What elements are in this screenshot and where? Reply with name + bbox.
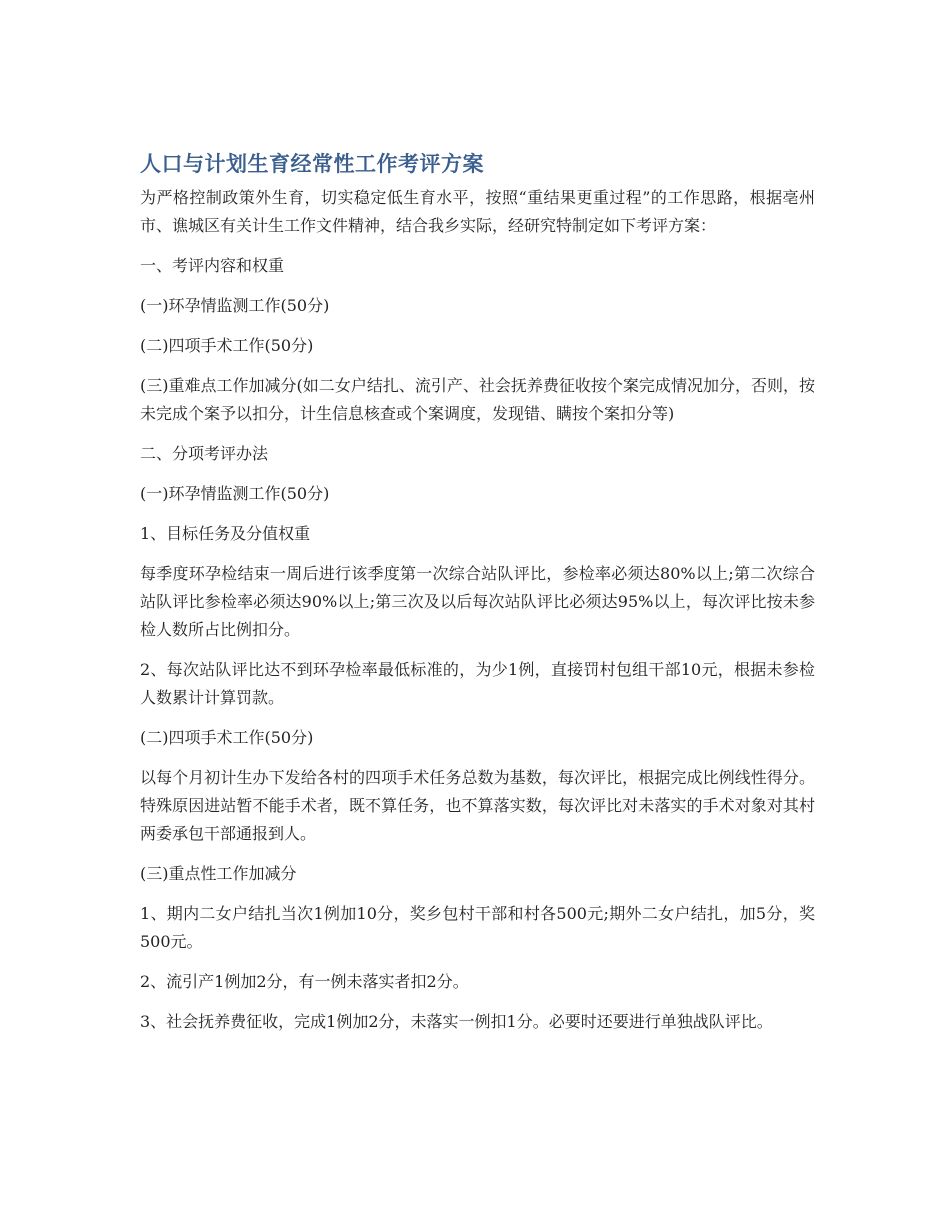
section-heading-1: 一、考评内容和权重 xyxy=(140,256,285,275)
section-heading-2: 二、分项考评办法 xyxy=(140,444,269,463)
item-2-1-1-heading: 1、目标任务及分值权重 xyxy=(140,524,311,543)
item-2-3-3: 3、社会抚养费征收，完成1例加2分，未落实一例扣1分。必要时还要进行单独战队评比。 xyxy=(140,1012,773,1031)
list-item-1-3: (三)重难点工作加减分(如二女户结扎、流引产、社会抚养费征收按个案完成情况加分，否则，按未完成个案予以扣分，计生信息核查或个案调度，发现错、瞒按个案扣分等) xyxy=(140,376,815,423)
item-2-1-1-body: 每季度环孕检结束一周后进行该季度第一次综合站队评比，参检率必须达80%以上;第二次综合站队评比参检率必须达90%以上;第三次及以后每次站队评比必须达95%以上，每次评比按未参检人数所占比例扣分。 xyxy=(140,564,815,639)
list-item-1-2: (二)四项手术工作(50分) xyxy=(140,336,314,355)
item-2-2-body: 以每个月初计生办下发给各村的四项手术任务总数为基数，每次评比，根据完成比例线性得分。特殊原因进站暂不能手术者，既不算任务，也不算落实数，每次评比对未落实的手术对象对其村两委承包干部通报到人。 xyxy=(140,768,815,843)
list-item-1-1: (一)环孕情监测工作(50分) xyxy=(140,296,330,315)
subsection-heading-2-3: (三)重点性工作加减分 xyxy=(140,864,297,883)
document-title: 人口与计划生育经常性工作考评方案 xyxy=(140,152,484,176)
subsection-heading-2-2: (二)四项手术工作(50分) xyxy=(140,728,314,747)
intro-paragraph: 为严格控制政策外生育，切实稳定低生育水平，按照“重结果更重过程”的工作思路，根据亳州市、谯城区有关计生工作文件精神，结合我乡实际，经研究特制定如下考评方案： xyxy=(140,188,815,235)
subsection-heading-2-1: (一)环孕情监测工作(50分) xyxy=(140,484,330,503)
item-2-3-2: 2、流引产1例加2分，有一例未落实者扣2分。 xyxy=(140,972,469,991)
item-2-3-1: 1、期内二女户结扎当次1例加10分，奖乡包村干部和村各500元;期外二女户结扎，加5分，奖500元。 xyxy=(140,904,815,951)
document-body xyxy=(140,148,815,1048)
item-2-1-2: 2、每次站队评比达不到环孕检率最低标准的，为少1例，直接罚村包组干部10元，根据未参检人数累计计算罚款。 xyxy=(140,660,815,707)
